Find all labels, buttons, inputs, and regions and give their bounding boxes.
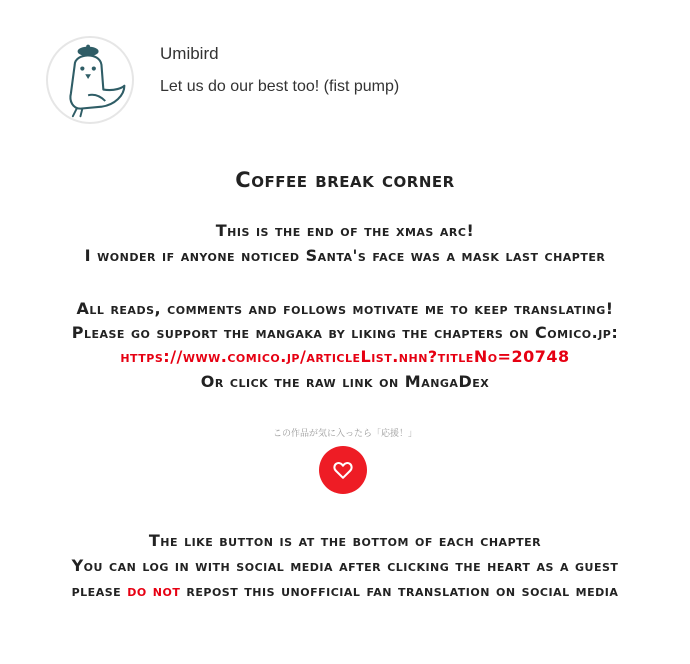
notes-heading: Coffee break corner (235, 168, 455, 192)
note-line-6: Or click the raw link on MangaDex (200, 372, 490, 391)
note-line-9 (0, 578, 690, 603)
comment-username[interactable]: Umibird (160, 44, 219, 63)
bird-with-beret-icon (48, 38, 132, 122)
note-line-8: You can log in with social media after clicking the heart as a guest (71, 556, 619, 575)
support-label: この作品が気に入ったら「応援！」 (272, 429, 417, 439)
note-line-2: I wonder if anyone noticed Santa's face was a mask last chapter (84, 246, 606, 265)
note-line-9-end: repost this unofficial fan translation on social media (180, 581, 619, 600)
heart-icon (332, 459, 354, 481)
comment-text: Let us do our best too! (fist pump) (160, 78, 400, 95)
comment (46, 36, 646, 126)
note-line-9-start: please (71, 581, 128, 600)
note-line-4: Please go support the mangaka by liking the chapters on Comico.jp: (71, 323, 619, 342)
comico-link[interactable]: https://www.comico.jp/articleList.nhn?titleNo=20748 (120, 347, 570, 366)
note-line-1: This is the end of the xmas arc! (215, 221, 475, 240)
note-line-3: All reads, comments and follows motivate me to keep translating! (76, 299, 614, 318)
note-line-7: The like button is at the bottom of each chapter (148, 531, 542, 550)
support-heart-button[interactable] (319, 446, 367, 494)
avatar[interactable] (46, 36, 134, 124)
do-not-emphasis: do not (127, 581, 181, 600)
